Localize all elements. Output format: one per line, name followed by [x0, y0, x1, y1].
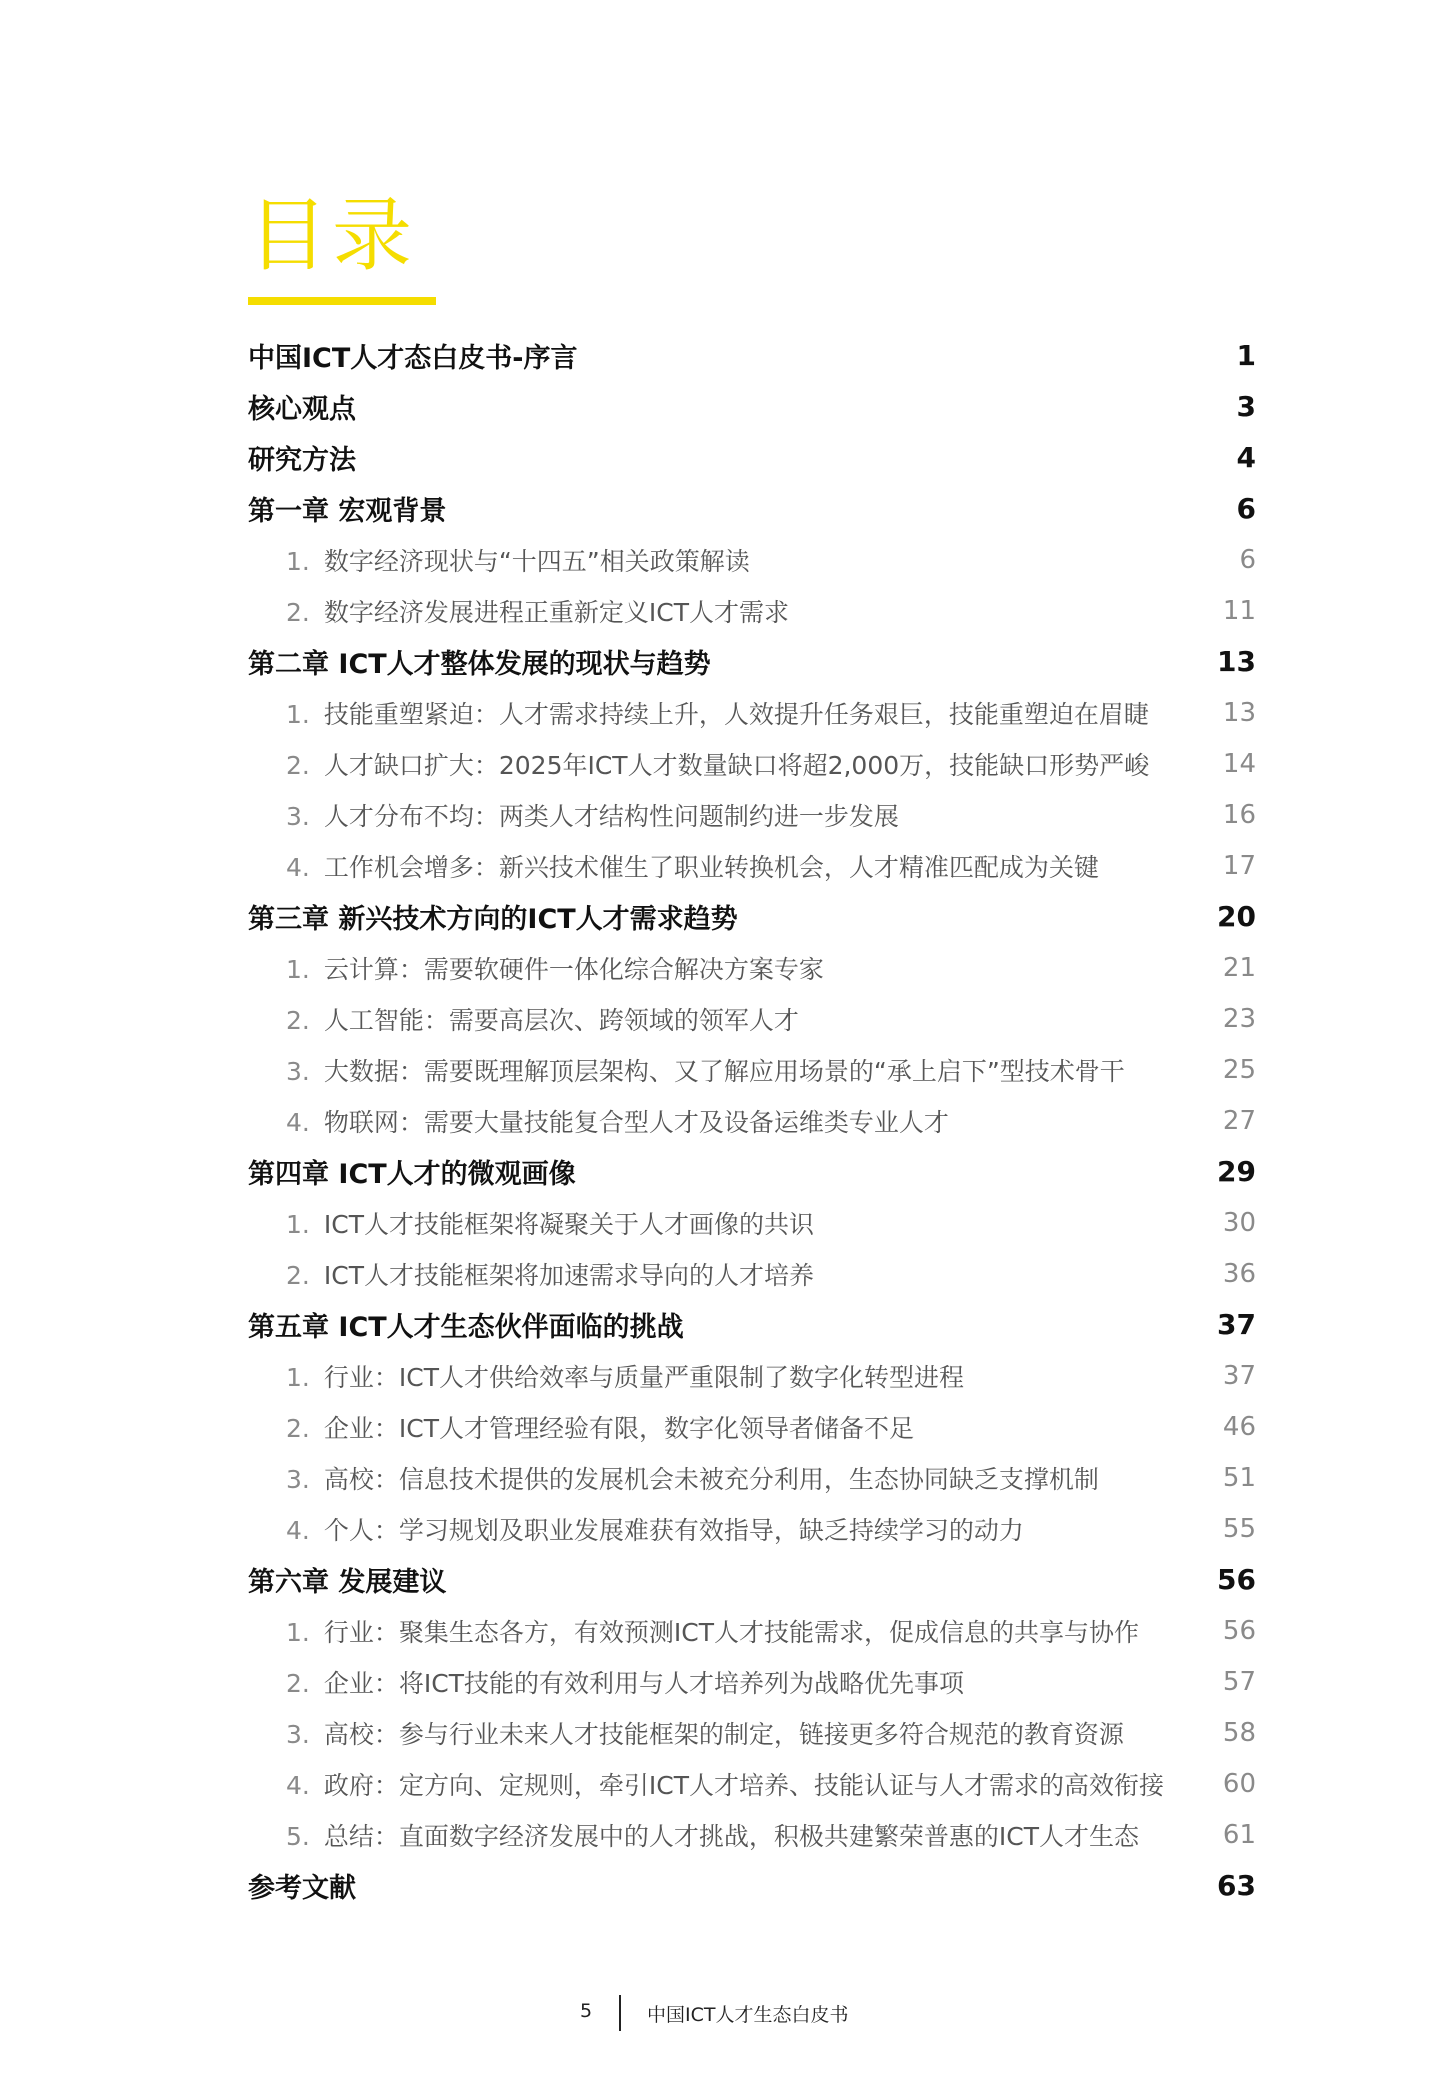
toc-chapter-entry[interactable] [248, 1299, 1256, 1350]
toc-entry-text: 政府：定方向、定规则，牵引ICT人才培养、技能认证与人才需求的高效衔接 [323, 1770, 1164, 1800]
toc-entry-text: 企业：ICT人才管理经验有限，数字化领导者储备不足 [323, 1413, 914, 1443]
toc-entry-page: 37 [1222, 1360, 1256, 1391]
toc-entry-number: 1. [286, 1362, 310, 1392]
toc-entry-number: 1. [286, 546, 310, 576]
toc-entry-page: 61 [1222, 1819, 1256, 1850]
toc-entry-page: 51 [1222, 1462, 1256, 1493]
toc-entry-text: 个人：学习规划及职业发展难获有效指导，缺乏持续学习的动力 [323, 1515, 1024, 1545]
toc-entry-title [248, 1766, 1164, 1802]
toc-entry-text: 高校：参与行业未来人才技能框架的制定，链接更多符合规范的教育资源 [323, 1719, 1124, 1749]
toc-chapter-entry[interactable] [248, 891, 1256, 942]
toc-entry-title [248, 1205, 814, 1241]
toc-entry-number: 4. [286, 1107, 310, 1137]
toc-entry-text: 物联网：需要大量技能复合型人才及设备运维类专业人才 [323, 1107, 949, 1137]
toc-section-entry[interactable] [248, 738, 1256, 789]
table-of-contents [248, 330, 1256, 1911]
toc-entry-page: 3 [1236, 390, 1256, 423]
toc-entry-page: 46 [1222, 1411, 1256, 1442]
toc-chapter-entry[interactable] [248, 1860, 1256, 1911]
toc-entry-text: 高校：信息技术提供的发展机会未被充分利用，生态协同缺乏支撑机制 [323, 1464, 1099, 1494]
toc-entry-number: 1. [286, 1617, 310, 1647]
toc-entry-page: 56 [1217, 1563, 1256, 1596]
footer-divider [619, 1995, 621, 2031]
toc-entry-title [248, 593, 789, 629]
toc-section-entry[interactable] [248, 534, 1256, 585]
footer-page-number: 5 [580, 2000, 593, 2022]
title-underline [248, 297, 436, 305]
toc-entry-title [248, 542, 750, 578]
toc-section-entry[interactable] [248, 1248, 1256, 1299]
toc-entry-text: 人才缺口扩大：2025年ICT人才数量缺口将超2,000万，技能缺口形势严峻 [323, 750, 1150, 780]
toc-entry-title [248, 1715, 1124, 1751]
toc-entry-number: 3. [286, 1464, 310, 1494]
toc-entry-title: 核心观点 [248, 394, 356, 425]
toc-entry-title [248, 797, 899, 833]
toc-entry-text: 行业：ICT人才供给效率与质量严重限制了数字化转型进程 [323, 1362, 964, 1392]
toc-entry-page: 23 [1222, 1003, 1256, 1034]
toc-entry-number: 3. [286, 1056, 310, 1086]
toc-section-entry[interactable] [248, 1605, 1256, 1656]
toc-section-entry[interactable] [248, 789, 1256, 840]
toc-section-entry[interactable] [248, 1452, 1256, 1503]
toc-entry-title: 第一章 宏观背景 [248, 496, 447, 527]
toc-section-entry[interactable] [248, 840, 1256, 891]
toc-section-entry[interactable] [248, 1656, 1256, 1707]
toc-entry-title: 第二章 ICT人才整体发展的现状与趋势 [248, 649, 711, 680]
toc-entry-title [248, 1460, 1099, 1496]
toc-entry-number: 2. [286, 750, 310, 780]
toc-section-entry[interactable] [248, 942, 1256, 993]
toc-entry-text: 行业：聚集生态各方，有效预测ICT人才技能需求，促成信息的共享与协作 [323, 1617, 1139, 1647]
toc-entry-page: 30 [1222, 1207, 1256, 1238]
toc-section-entry[interactable] [248, 1044, 1256, 1095]
toc-section-entry[interactable] [248, 1809, 1256, 1860]
toc-entry-page: 6 [1239, 544, 1256, 575]
toc-entry-page: 14 [1222, 748, 1256, 779]
toc-entry-title [248, 1103, 949, 1139]
toc-entry-page: 21 [1222, 952, 1256, 983]
toc-entry-number: 2. [286, 1005, 310, 1035]
toc-section-entry[interactable] [248, 585, 1256, 636]
toc-entry-page: 57 [1222, 1666, 1256, 1697]
toc-entry-text: ICT人才技能框架将凝聚关于人才画像的共识 [323, 1209, 814, 1239]
toc-section-entry[interactable] [248, 1095, 1256, 1146]
toc-entry-text: 人才分布不均：两类人才结构性问题制约进一步发展 [323, 801, 899, 831]
toc-entry-number: 5. [286, 1821, 310, 1851]
toc-entry-title [248, 1511, 1024, 1547]
toc-chapter-entry[interactable] [248, 432, 1256, 483]
toc-entry-text: 企业：将ICT技能的有效利用与人才培养列为战略优先事项 [323, 1668, 964, 1698]
page-title: 目录 [248, 189, 416, 282]
toc-entry-number: 1. [286, 954, 310, 984]
toc-entry-title [248, 1358, 964, 1394]
toc-entry-page: 16 [1222, 799, 1256, 830]
toc-entry-page: 20 [1217, 900, 1256, 933]
toc-entry-title [248, 1001, 799, 1037]
toc-entry-title [248, 746, 1149, 782]
toc-entry-title [248, 1052, 1125, 1088]
toc-section-entry[interactable] [248, 687, 1256, 738]
toc-entry-title: 第五章 ICT人才生态伙伴面临的挑战 [248, 1312, 684, 1343]
toc-entry-text: 数字经济现状与“十四五”相关政策解读 [323, 546, 750, 576]
toc-entry-title: 研究方法 [248, 445, 356, 476]
toc-entry-number: 2. [286, 1668, 310, 1698]
toc-entry-title: 中国ICT人才态白皮书-序言 [248, 343, 578, 374]
toc-section-entry[interactable] [248, 993, 1256, 1044]
toc-chapter-entry[interactable] [248, 1146, 1256, 1197]
toc-entry-page: 17 [1222, 850, 1256, 881]
toc-entry-title [248, 1664, 964, 1700]
toc-entry-number: 1. [286, 1209, 310, 1239]
toc-entry-title [248, 1409, 914, 1445]
toc-entry-page: 37 [1217, 1308, 1256, 1341]
toc-entry-title [248, 1256, 814, 1292]
toc-entry-number: 2. [286, 1413, 310, 1443]
toc-entry-title: 参考文献 [248, 1873, 356, 1904]
toc-entry-page: 4 [1236, 441, 1256, 474]
toc-entry-number: 3. [286, 1719, 310, 1749]
toc-entry-page: 36 [1222, 1258, 1256, 1289]
toc-entry-number: 4. [286, 1770, 310, 1800]
toc-entry-page: 63 [1217, 1869, 1256, 1902]
toc-entry-text: 总结：直面数字经济发展中的人才挑战，积极共建繁荣普惠的ICT人才生态 [323, 1821, 1139, 1851]
toc-entry-text: 数字经济发展进程正重新定义ICT人才需求 [323, 597, 789, 627]
toc-chapter-entry[interactable] [248, 636, 1256, 687]
toc-section-entry[interactable] [248, 1401, 1256, 1452]
page-footer [0, 1995, 1439, 2031]
toc-section-entry[interactable] [248, 1350, 1256, 1401]
toc-chapter-entry[interactable] [248, 330, 1256, 381]
toc-entry-title [248, 950, 824, 986]
toc-section-entry[interactable] [248, 1197, 1256, 1248]
toc-entry-page: 29 [1217, 1155, 1256, 1188]
toc-entry-page: 56 [1222, 1615, 1256, 1646]
toc-entry-title: 第四章 ICT人才的微观画像 [248, 1159, 576, 1190]
toc-entry-title [248, 1817, 1139, 1853]
toc-entry-number: 4. [286, 852, 310, 882]
toc-entry-title [248, 1613, 1139, 1649]
toc-entry-page: 13 [1222, 697, 1256, 728]
toc-entry-text: 大数据：需要既理解顶层架构、又了解应用场景的“承上启下”型技术骨干 [323, 1056, 1125, 1086]
toc-entry-page: 11 [1222, 595, 1256, 626]
toc-section-entry[interactable] [248, 1707, 1256, 1758]
toc-entry-text: 工作机会增多：新兴技术催生了职业转换机会，人才精准匹配成为关键 [323, 852, 1099, 882]
toc-entry-number: 2. [286, 1260, 310, 1290]
footer-doc-title: 中国ICT人才生态白皮书 [647, 2004, 849, 2026]
toc-entry-number: 3. [286, 801, 310, 831]
toc-chapter-entry[interactable] [248, 1554, 1256, 1605]
toc-entry-number: 2. [286, 597, 310, 627]
toc-chapter-entry[interactable] [248, 483, 1256, 534]
toc-entry-number: 4. [286, 1515, 310, 1545]
toc-entry-page: 27 [1222, 1105, 1256, 1136]
toc-entry-page: 13 [1217, 645, 1256, 678]
toc-entry-title [248, 848, 1099, 884]
toc-section-entry[interactable] [248, 1758, 1256, 1809]
toc-entry-text: 人工智能：需要高层次、跨领域的领军人才 [323, 1005, 799, 1035]
toc-section-entry[interactable] [248, 1503, 1256, 1554]
toc-entry-page: 6 [1236, 492, 1256, 525]
toc-entry-title: 第六章 发展建议 [248, 1567, 447, 1598]
toc-entry-text: ICT人才技能框架将加速需求导向的人才培养 [323, 1260, 814, 1290]
toc-entry-text: 云计算：需要软硬件一体化综合解决方案专家 [323, 954, 824, 984]
toc-entry-number: 1. [286, 699, 310, 729]
toc-entry-page: 55 [1222, 1513, 1256, 1544]
toc-chapter-entry[interactable] [248, 381, 1256, 432]
toc-entry-title [248, 695, 1149, 731]
toc-entry-page: 60 [1222, 1768, 1256, 1799]
toc-entry-page: 1 [1236, 339, 1256, 372]
toc-entry-page: 58 [1222, 1717, 1256, 1748]
toc-entry-page: 25 [1222, 1054, 1256, 1085]
toc-entry-title: 第三章 新兴技术方向的ICT人才需求趋势 [248, 904, 738, 935]
toc-entry-text: 技能重塑紧迫：人才需求持续上升，人效提升任务艰巨，技能重塑迫在眉睫 [323, 699, 1149, 729]
